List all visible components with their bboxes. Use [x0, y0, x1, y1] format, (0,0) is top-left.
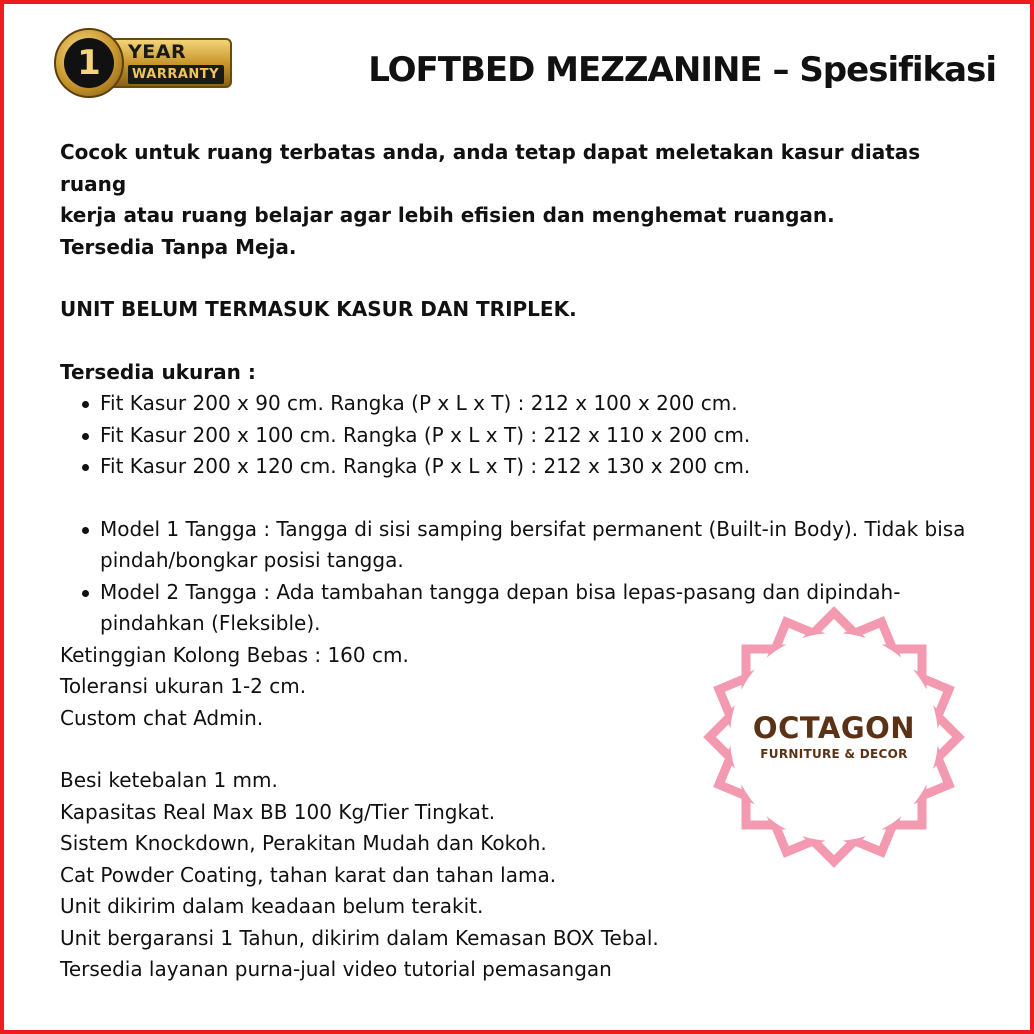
model-item: Model 1 Tangga : Tangga di sisi samping bersifat permanent (Built-in Body). Tidak bisa pindah/bongkar posisi tangga. [100, 514, 990, 577]
sizes-list [60, 388, 990, 483]
warranty-badge [52, 26, 236, 100]
sizes-heading: Tersedia ukuran : [60, 359, 256, 384]
feature-line: Besi ketebalan 1 mm. [60, 768, 278, 792]
page-title: LOFTBED MEZZANINE – Spesifikasi [368, 50, 996, 90]
warranty-label-text: WARRANTY [128, 65, 224, 84]
intro-line-1: Cocok untuk ruang terbatas anda, anda tetap dapat meletakan kasur diatas ruang [60, 140, 921, 196]
warranty-year-text: YEAR [128, 41, 187, 63]
intro-line-2: kerja atau ruang belajar agar lebih efisien dan menghemat ruangan. [60, 203, 835, 227]
warranty-medal-icon [54, 28, 124, 98]
feature-line: Sistem Knockdown, Perakitan Mudah dan Kokoh. [60, 831, 547, 855]
feature-line: Cat Powder Coating, tahan karat dan tahan lama. [60, 862, 557, 887]
feature-line: Unit bergaransi 1 Tahun, dikirim dalam Kemasan BOX Tebal. [60, 925, 659, 950]
warranty-number: 1 [64, 38, 114, 88]
size-item: Fit Kasur 200 x 90 cm. Rangka (P x L x T) : 212 x 100 x 200 cm. [100, 388, 990, 420]
feature-line: Tersedia layanan purna-jual video tutorial pemasangan [60, 957, 612, 981]
size-item: Fit Kasur 200 x 120 cm. Rangka (P x L x T) : 212 x 130 x 200 cm. [100, 451, 990, 483]
octagon-logo [684, 587, 984, 887]
detail-line: Toleransi ukuran 1-2 cm. [60, 674, 307, 698]
feature-line: Kapasitas Real Max BB 100 Kg/Tier Tingkat. [60, 799, 496, 824]
size-item: Fit Kasur 200 x 100 cm. Rangka (P x L x T) : 212 x 110 x 200 cm. [100, 420, 990, 452]
intro-line-3: Tersedia Tanpa Meja. [60, 234, 297, 259]
model-item: Model 2 Tangga : Ada tambahan tangga depan bisa lepas-pasang dan dipindah-pindahkan (Fleksible). [100, 577, 990, 640]
detail-line: Custom chat Admin. [60, 705, 264, 730]
detail-line: Ketinggian Kolong Bebas : 160 cm. [60, 642, 409, 667]
logo-brand-subtitle: FURNITURE & DECOR [760, 747, 908, 761]
logo-brand-name: OCTAGON [752, 711, 916, 745]
feature-line: Unit dikirim dalam keadaan belum terakit. [60, 894, 484, 918]
notice-text: UNIT BELUM TERMASUK KASUR DAN TRIPLEK. [60, 297, 577, 321]
